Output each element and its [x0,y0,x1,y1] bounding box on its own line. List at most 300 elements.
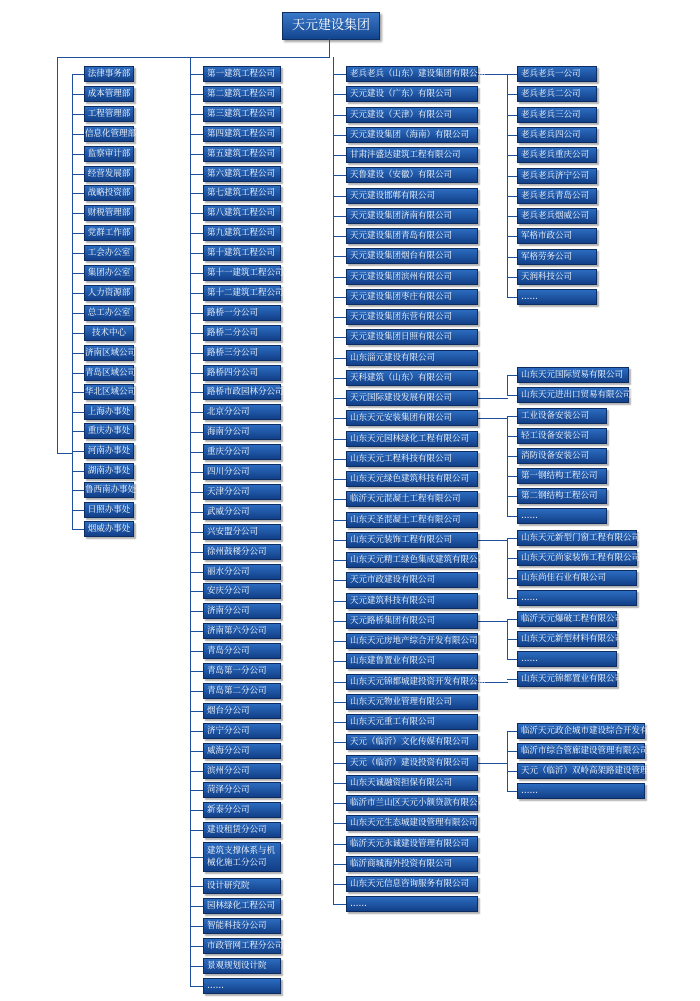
department-node: 成本管理部 [84,86,134,102]
child-branch-line [507,538,517,539]
department-branch-line [72,213,84,214]
branch-line [190,857,203,858]
subsidiary-node: 天元建设集团东营有限公司 [346,309,478,325]
branch-line [190,293,203,294]
branch-line [190,392,203,393]
child-company-node: 山东天元新型材料有限公司 [517,631,617,647]
child-company-node: 临沂天元政企城市建设综合开发有限公司 [517,723,645,739]
branch-node: 路桥市政园林分公司 [203,384,281,400]
branch-line [190,412,203,413]
child-company-node: …… [517,508,607,524]
child-branch-line [507,751,517,752]
department-branch-line [72,193,84,194]
branch-node: 第十建筑工程公司 [203,245,281,261]
subsidiary-node: 天元建设（天津）有限公司 [346,107,478,123]
subsidiary-node: 山东天元房地产综合开发有限公司 [346,633,478,649]
branch-line [190,373,203,374]
branch-line [190,512,203,513]
regional-node: 济南区域公司 [84,345,134,361]
branch-node: 设计研究院 [203,878,281,894]
child-branch-line [507,155,517,156]
branch-line [190,313,203,314]
child-branch-line [507,639,517,640]
branch-node: 第一建筑工程公司 [203,66,281,82]
regional-node: 上海办事处 [84,404,134,420]
branch-node: 第二建筑工程公司 [203,86,281,102]
subsidiary-branch-line [333,155,346,156]
child-branch-line [507,619,517,620]
subsidiary-branch-line [333,682,346,683]
child-branch-line [507,375,517,376]
child-company-node: 山东天元新型门窗工程有限公司 [517,530,637,546]
subsidiary-node: 天元建设集团滨州有限公司 [346,269,478,285]
subsidiary-branch-line [333,661,346,662]
department-node: 信息化管理部 [84,126,134,142]
branch-line [190,572,203,573]
branch-line [190,452,203,453]
branch-line [190,790,203,791]
department-node: 党群工作部 [84,225,134,241]
branch-node: 青岛第二分公司 [203,683,281,699]
branch-node: 建设租赁分公司 [203,822,281,838]
subsidiary-branch-line [333,499,346,500]
group-link-line [478,398,508,399]
department-node: 法律事务部 [84,66,134,82]
left-bus-join-line [57,453,72,454]
regional-branch-line [72,471,84,472]
branch-line [190,986,203,987]
branch-node: 天津分公司 [203,484,281,500]
child-branch-line [507,436,517,437]
regional-node: 日照办事处 [84,502,134,518]
branch-node: 新泰分公司 [203,802,281,818]
subsidiary-node: 山东建鲁置业有限公司 [346,653,478,669]
branch-line [190,213,203,214]
child-branch-line [507,456,517,457]
subsidiary-node: 天元建设集团济南有限公司 [346,208,478,224]
branch-node: 第五建筑工程公司 [203,146,281,162]
branch-spine-line [190,57,191,987]
child-branch-line [507,771,517,772]
child-company-node: …… [517,289,597,305]
child-branch-line [507,135,517,136]
branch-line [190,966,203,967]
child-branch-line [507,94,517,95]
department-node: 集团办公室 [84,265,134,281]
department-node: 战略投资部 [84,185,134,201]
branch-node: 北京分公司 [203,404,281,420]
branch-line [190,333,203,334]
branch-line [190,926,203,927]
branch-node: 第九建筑工程公司 [203,225,281,241]
child-branch-line [507,731,517,732]
child-company-node: 山东天元进出口贸易有限公司 [517,387,629,403]
child-company-node: 山东天元锦都置业有限公司 [517,671,617,687]
subsidiary-branch-line [333,479,346,480]
child-branch-line [507,598,517,599]
child-company-node: 老兵老兵济宁公司 [517,168,597,184]
subsidiary-branch-line [333,580,346,581]
branch-node: 园林绿化工程公司 [203,898,281,914]
subsidiary-node: 天科建筑（山东）有限公司 [346,370,478,386]
branch-line [190,193,203,194]
subsidiary-node: 天元建设集团枣庄有限公司 [346,289,478,305]
department-branch-line [72,293,84,294]
group-link-line [478,763,508,764]
child-branch-line [507,257,517,258]
subsidiary-node: 山东天元重工有限公司 [346,714,478,730]
subsidiary-branch-line [333,884,346,885]
subsidiary-branch-line [333,378,346,379]
branch-node: 景观规划设计院 [203,958,281,974]
regional-branch-line [72,412,84,413]
subsidiary-branch-line [333,317,346,318]
child-company-node: 山东天元国际贸易有限公司 [517,367,629,383]
regional-branch-line [72,490,84,491]
subsidiary-branch-line [333,742,346,743]
child-branch-line [507,679,517,680]
branch-line [190,631,203,632]
child-branch-line [507,659,517,660]
group-link-line [478,418,508,419]
subsidiary-branch-line [333,398,346,399]
subsidiary-branch-line [333,803,346,804]
group-link-line [478,540,508,541]
subsidiary-branch-line [333,763,346,764]
branch-node: 第七建筑工程公司 [203,185,281,201]
subsidiary-node: 天元建设集团日照有限公司 [346,329,478,345]
department-node: 总工办公室 [84,305,134,321]
root-stem-line [329,39,330,57]
subsidiary-node: 山东淄元建设有限公司 [346,350,478,366]
child-company-node: 军格劳务公司 [517,249,597,265]
subsidiary-node: 甘肃沣盛达建筑工程有限公司 [346,147,478,163]
child-company-node: 山东天元尚家装饰工程有限公司 [517,550,637,566]
subsidiary-node: 山东天元绿色建筑科技有限公司 [346,471,478,487]
branch-line [190,233,203,234]
child-branch-line [507,416,517,417]
branch-line [190,154,203,155]
branch-line [190,731,203,732]
child-company-node: 天元（临沂）双岭高架路建设管理有限公司 [517,763,645,779]
subsidiary-branch-line [333,520,346,521]
subsidiary-branch-line [333,459,346,460]
department-branch-line [72,253,84,254]
child-company-node: …… [517,783,645,799]
branch-line [190,552,203,553]
branch-line [190,492,203,493]
branch-node: 济南分公司 [203,603,281,619]
branch-line [190,114,203,115]
subsidiary-node: 山东天元精工绿色集成建筑有限公司 [346,552,478,568]
subsidiary-node: 天元建设集团青岛有限公司 [346,228,478,244]
subsidiary-node: 山东天元园林绿化工程有限公司 [346,431,478,447]
root-bus-line [57,57,330,58]
child-company-node: 老兵老兵三公司 [517,107,597,123]
group-spine-line [507,375,508,396]
branch-line [190,830,203,831]
group-spine-line [507,416,508,517]
branch-node: 智能科技分公司 [203,918,281,934]
subsidiary-branch-line [333,823,346,824]
regional-branch-line [72,431,84,432]
child-company-node: 消防设备安装公司 [517,448,607,464]
subsidiary-node: 临沂天元永诚建设管理有限公司 [346,836,478,852]
subsidiary-branch-line [333,702,346,703]
subsidiary-branch-line [333,337,346,338]
subsidiary-node: 天元市政建设有限公司 [346,572,478,588]
department-branch-line [72,174,84,175]
department-node: 监察审计部 [84,146,134,162]
subsidiary-branch-line [333,722,346,723]
subsidiary-node: 山东天圣混凝土工程有限公司 [346,512,478,528]
child-branch-line [507,277,517,278]
branch-node: 第八建筑工程公司 [203,205,281,221]
group-link-line [478,621,508,622]
department-branch-line [72,94,84,95]
branch-node: 丽水分公司 [203,564,281,580]
subsidiary-node: 山东天元安装集团有限公司 [346,410,478,426]
subsidiary-node: …… [346,896,478,912]
branch-line [190,671,203,672]
branch-node: 第六建筑工程公司 [203,166,281,182]
subsidiary-node: 天鲁建设（安徽）有限公司 [346,167,478,183]
department-node: 财税管理部 [84,205,134,221]
department-branch-line [72,273,84,274]
child-company-node: 天润科技公司 [517,269,597,285]
subsidiary-node: 天元路桥集团有限公司 [346,613,478,629]
subsidiary-node: 山东天元工程科技有限公司 [346,451,478,467]
child-company-node: 老兵老兵重庆公司 [517,147,597,163]
branch-line [190,273,203,274]
group-spine-line [507,679,508,680]
subsidiary-branch-line [333,601,346,602]
regional-node: 青岛区域公司 [84,365,134,381]
department-branch-line [72,333,84,334]
subsidiary-node: 山东天元生态城建设管理有限公司 [346,815,478,831]
branch-line [190,591,203,592]
child-branch-line [507,236,517,237]
subsidiary-spine-line [333,57,334,904]
department-branch-line [72,233,84,234]
child-company-node: 工业设备安装公司 [517,408,607,424]
child-company-node: 老兵老兵青岛公司 [517,188,597,204]
regional-branch-line [72,529,84,530]
child-company-node: 临沂天元爆破工程有限公司 [517,611,617,627]
branch-node: 市政管网工程分公司 [203,938,281,954]
group-spine-line [507,731,508,792]
subsidiary-branch-line [333,560,346,561]
subsidiary-branch-line [333,216,346,217]
subsidiary-branch-line [333,74,346,75]
subsidiary-node: 天元（临沂）文化传媒有限公司 [346,734,478,750]
child-branch-line [507,476,517,477]
branch-node: …… [203,978,281,994]
branch-line [190,651,203,652]
subsidiary-branch-line [333,236,346,237]
subsidiary-node: 山东天元信息咨询服务有限公司 [346,876,478,892]
child-company-node: 轻工设备安装公司 [517,428,607,444]
subsidiary-branch-line [333,135,346,136]
child-company-node: 临沂市综合管廊建设管理有限公司 [517,743,645,759]
subsidiary-branch-line [333,904,346,905]
department-spine-line [72,74,73,529]
branch-node: 滨州分公司 [203,763,281,779]
branch-line [190,94,203,95]
subsidiary-node: 天元建筑科技有限公司 [346,593,478,609]
branch-node: 徐州鼓楼分公司 [203,544,281,560]
branch-line [190,906,203,907]
child-branch-line [507,297,517,298]
subsidiary-branch-line [333,175,346,176]
branch-line [190,751,203,752]
regional-node: 华北区域公司 [84,384,134,400]
branch-line [190,810,203,811]
regional-branch-line [72,353,84,354]
regional-branch-line [72,392,84,393]
branch-node: 第四建筑工程公司 [203,126,281,142]
branch-line [190,532,203,533]
regional-branch-line [72,451,84,452]
branch-line [190,691,203,692]
branch-line [190,353,203,354]
group-spine-line [507,74,508,298]
branch-node: 第十二建筑工程公司 [203,285,281,301]
branch-node: 路桥三分公司 [203,345,281,361]
department-branch-line [72,114,84,115]
department-node: 技术中心 [84,325,134,341]
subsidiary-branch-line [333,196,346,197]
child-branch-line [507,395,517,396]
regional-branch-line [72,373,84,374]
branch-line [190,134,203,135]
branch-node: 菏泽分公司 [203,782,281,798]
subsidiary-branch-line [333,297,346,298]
subsidiary-branch-line [333,783,346,784]
department-branch-line [72,154,84,155]
subsidiary-branch-line [333,115,346,116]
branch-node: 路桥四分公司 [203,365,281,381]
branch-node: 安庆分公司 [203,583,281,599]
branch-node: 第三建筑工程公司 [203,106,281,122]
department-node: 人力资源部 [84,285,134,301]
root-node: 天元建设集团 [282,12,380,40]
branch-node: 重庆分公司 [203,444,281,460]
group-spine-line [507,619,508,660]
subsidiary-branch-line [333,621,346,622]
regional-node: 鲁西南办事处 [84,482,134,498]
subsidiary-node: 山东天元装饰工程有限公司 [346,532,478,548]
subsidiary-node: 老兵老兵（山东）建设集团有限公司 [346,66,478,82]
branch-node: 建筑支撑体系与机械化施工分公司 [203,842,281,872]
subsidiary-branch-line [333,439,346,440]
child-branch-line [507,216,517,217]
branch-node: 海南分公司 [203,424,281,440]
child-branch-line [507,496,517,497]
child-company-node: 老兵老兵四公司 [517,127,597,143]
subsidiary-branch-line [333,641,346,642]
branch-node: 四川分公司 [203,464,281,480]
subsidiary-node: 天元建设集团烟台有限公司 [346,248,478,264]
regional-node: 重庆办事处 [84,423,134,439]
subsidiary-node: 临沂市兰山区天元小额贷款有限公司 [346,795,478,811]
subsidiary-branch-line [333,864,346,865]
group-spine-line [507,538,508,599]
child-branch-line [507,115,517,116]
child-company-node: 山东尚佳石业有限公司 [517,570,637,586]
department-node: 工程管理部 [84,106,134,122]
branch-node: 济南第六分公司 [203,623,281,639]
branch-node: 武威分公司 [203,504,281,520]
branch-line [190,472,203,473]
left-bus-drop-line [57,57,58,454]
subsidiary-node: 天元国际建设发展有限公司 [346,390,478,406]
branch-line [190,886,203,887]
department-branch-line [72,134,84,135]
child-company-node: 老兵老兵一公司 [517,66,597,82]
subsidiary-node: 临沂天元混凝土工程有限公司 [346,491,478,507]
branch-node: 济宁分公司 [203,723,281,739]
subsidiary-node: 临沂商城海外投资有限公司 [346,856,478,872]
child-branch-line [507,74,517,75]
child-branch-line [507,791,517,792]
branch-node: 路桥二分公司 [203,325,281,341]
branch-line [190,174,203,175]
child-company-node: 第一钢结构工程公司 [517,468,607,484]
subsidiary-node: 天元建设集团（海南）有限公司 [346,127,478,143]
subsidiary-branch-line [333,540,346,541]
branch-line [190,432,203,433]
subsidiary-node: 山东天元物业管理有限公司 [346,694,478,710]
department-branch-line [72,74,84,75]
subsidiary-branch-line [333,256,346,257]
branch-line [190,711,203,712]
branch-node: 威海分公司 [203,743,281,759]
branch-line [190,946,203,947]
branch-node: 青岛第一分公司 [203,663,281,679]
branch-node: 青岛分公司 [203,643,281,659]
department-node: 工会办公室 [84,245,134,261]
branch-node: 第十一建筑工程公司 [203,265,281,281]
child-branch-line [507,516,517,517]
child-company-node: …… [517,590,637,606]
subsidiary-node: 山东天元锦都城建投资开发有限公司 [346,674,478,690]
subsidiary-node: 天元建设（广东）有限公司 [346,86,478,102]
department-node: 经营发展部 [84,166,134,182]
regional-node: 烟威办事处 [84,521,134,537]
regional-node: 河南办事处 [84,443,134,459]
regional-branch-line [72,510,84,511]
child-branch-line [507,558,517,559]
child-branch-line [507,578,517,579]
branch-line [190,611,203,612]
subsidiary-branch-line [333,844,346,845]
branch-node: 烟台分公司 [203,703,281,719]
subsidiary-node: 天元建设邯郸有限公司 [346,188,478,204]
child-company-node: 老兵老兵二公司 [517,86,597,102]
branch-line [190,74,203,75]
subsidiary-node: 山东天诚融资担保有限公司 [346,775,478,791]
child-company-node: 军格市政公司 [517,228,597,244]
child-company-node: 老兵老兵烟威公司 [517,208,597,224]
subsidiary-branch-line [333,418,346,419]
child-company-node: …… [517,651,617,667]
subsidiary-branch-line [333,94,346,95]
child-company-node: 第二钢结构工程公司 [517,488,607,504]
regional-node: 湖南办事处 [84,463,134,479]
branch-node: 路桥一分公司 [203,305,281,321]
branch-line [190,253,203,254]
